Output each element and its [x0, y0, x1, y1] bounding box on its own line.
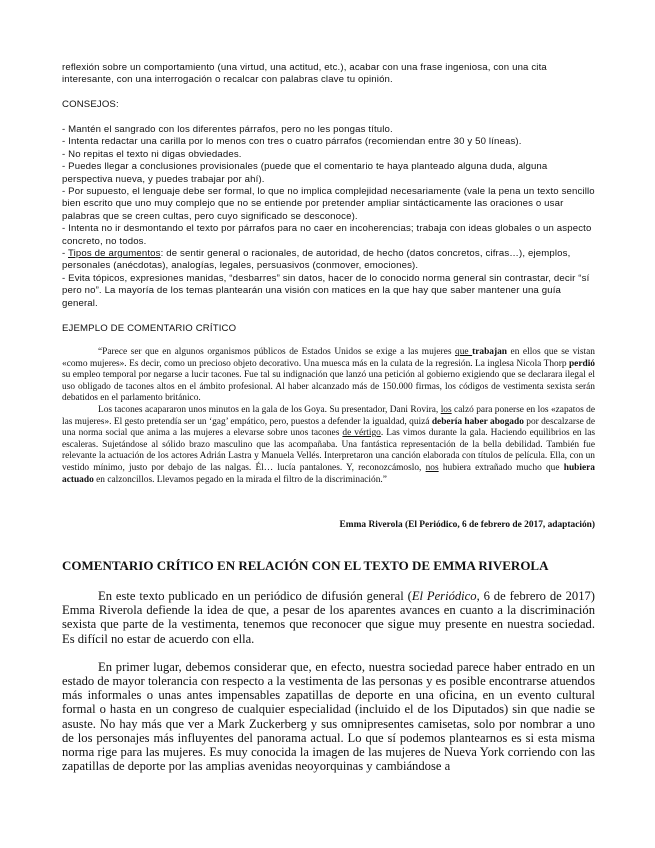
consejos-list [62, 124, 595, 310]
quote-paragraph-1: “Parece ser que en algunos organismos públicos de Estados Unidos se exige a las mujeres que trabajan en ellos que se vistan «como mujeres». Es decir, como un precioso objeto decorativo. Una muesca más en la culata de la regresión. La inglesa Nicola Thorp perdió su empleo temporal por negarse a lucir tacones. Fue tal su indignación que lanzó una petición al gobierno exigiendo que se declarara ilegal el uso obligado de tacones altos en el ámbito profesional. Al haber alcanzado más de 150.000 firmas, los códigos de vestimenta sexista serán debatidos en el parlamento británico. [62, 347, 595, 404]
tipos-text: : de sentir general o racionales, de autoridad, de hecho (datos concretos, cifras…), ejemplos, personales (anécdotas), analogías, legales, persuasivos (conmover, emociones). [62, 248, 571, 272]
consejo-item: - Evita tópicos, expresiones manidas, “desbarres” sin datos, hacer de lo conocido norma general sin contrastar, decir “sí pero no”. La mayoría de los temas plantearán una visión con matices en la que hay que saber mantener una guía general. [62, 272, 590, 309]
consejo-item: - Por supuesto, el lenguaje debe ser formal, lo que no implica complejidad necesariamente (vale la pena un texto sencillo bien escrito que uno muy complejo que no se entiende por pretender ampliar sintácticamente las oraciones o usar palabras que se creen cultas, pero cuyo significado se desconoce). [62, 186, 595, 222]
quote-paragraph-2: Los tacones acapararon unos minutos en la gala de los Goya. Su presentador, Dani Rovira, los calzó para ponerse en los «zapatos de las mujeres». El gesto pretendía ser un ‘gag’ empático, pero, puestos a defender la igualdad, quizá debería haber abogado por descalzarse de una norma social que anima a las mujeres a elevarse sobre unos tacones de vértigo. Las vimos durante la gala. Haciendo equilibrios en las escaleras. Sujetándose al sólido brazo masculino que las acompañaba. Una fantástica representación de la bella debilidad. También fue relevante la actuación de los actores Adrián Lastra y Manuela Vellés. Interpretaron una canción elaborada con títulos de película. Ella, con un vestido mínimo, justo por debajo de las nalgas. Él… lucía pantalones. Y, reconozcámoslo, nos hubiera extrañado mucho que hubiera actuado en calzoncillos. Llevamos pegado en la mirada el filtro de la discriminación.” [62, 404, 596, 485]
ejemplo-heading: EJEMPLO DE COMENTARIO CRÍTICO [62, 323, 237, 334]
consejo-item: - Puedes llegar a conclusiones provisionales (puede que el comentario te haya planteado alguna duda, alguna perspectiva nueva, y puedes trabajar por ahí). [62, 161, 548, 185]
citation: Emma Riverola (El Periódico, 6 de febrero de 2017, adaptación) [339, 520, 595, 530]
consejo-item: - Intenta redactar una carilla por lo menos con tres o cuatro párrafos (recomiendan entre 30 y 50 líneas). [62, 136, 522, 148]
main-title: COMENTARIO CRÍTICO EN RELACIÓN CON EL TEXTO DE EMMA RIVEROLA [62, 558, 549, 573]
quote-block [62, 347, 595, 486]
tipos-label: Tipos de argumentos [68, 248, 161, 260]
consejos-heading: CONSEJOS: [62, 99, 119, 110]
consejo-item: - Intenta no ir desmontando el texto por párrafos para no caer en incoherencias; trabaja con ideas globales o un aspecto concreto, no todos. [62, 223, 592, 247]
comment-paragraph-1: En este texto publicado en un periódico de difusión general (El Periódico, 6 de febrero de 2017) Emma Riverola defiende la idea de que, a pesar de los aparentes avances en cuanto a la discriminación sexista que parte de la vestimenta, tenemos que reconocer que sigue muy presente en nuestra sociedad. Es difícil no estar de acuerdo con ella. [62, 589, 595, 646]
comment-body [62, 589, 595, 773]
tipos-prefix: - [62, 248, 68, 260]
consejo-item: - Mantén el sangrado con los diferentes párrafos, pero no les pongas título. [62, 124, 393, 135]
intro-tail-paragraph: reflexión sobre un comportamiento (una virtud, una actitud, etc.), acabar con una frase ingeniosa, con una cita interesante, con una interrogación o recalcar con palabras clave tu opinión. [62, 62, 547, 86]
comment-paragraph-2: En primer lugar, debemos considerar que, en efecto, nuestra sociedad parece haber entrado en un estado de mayor tolerancia con respecto a la vestimenta de las personas y es posible encontrarse atuendos más informales o unas antes impensables zapatillas de deporte en una oficina, en un evento cultural formal o hasta en un congreso de cualquier especialidad (incluido el de los Diputados) sin que nadie se asuste. No hay más que ver a Mark Zuckerberg y sus omnipresentes camisetas, solo por nombrar a uno de los personajes más influyentes del panorama actual. Lo que sí podemos plantearnos es si esta misma norma rige para las mujeres. Es muy conocida la imagen de las mujeres de Nueva York corriendo con las zapatillas de deporte por las amplias avenidas neoyorquinas y cambiándose a [62, 659, 595, 774]
consejo-item-tipos [62, 248, 595, 273]
consejo-item: - No repitas el texto ni digas obviedades. [62, 148, 242, 160]
